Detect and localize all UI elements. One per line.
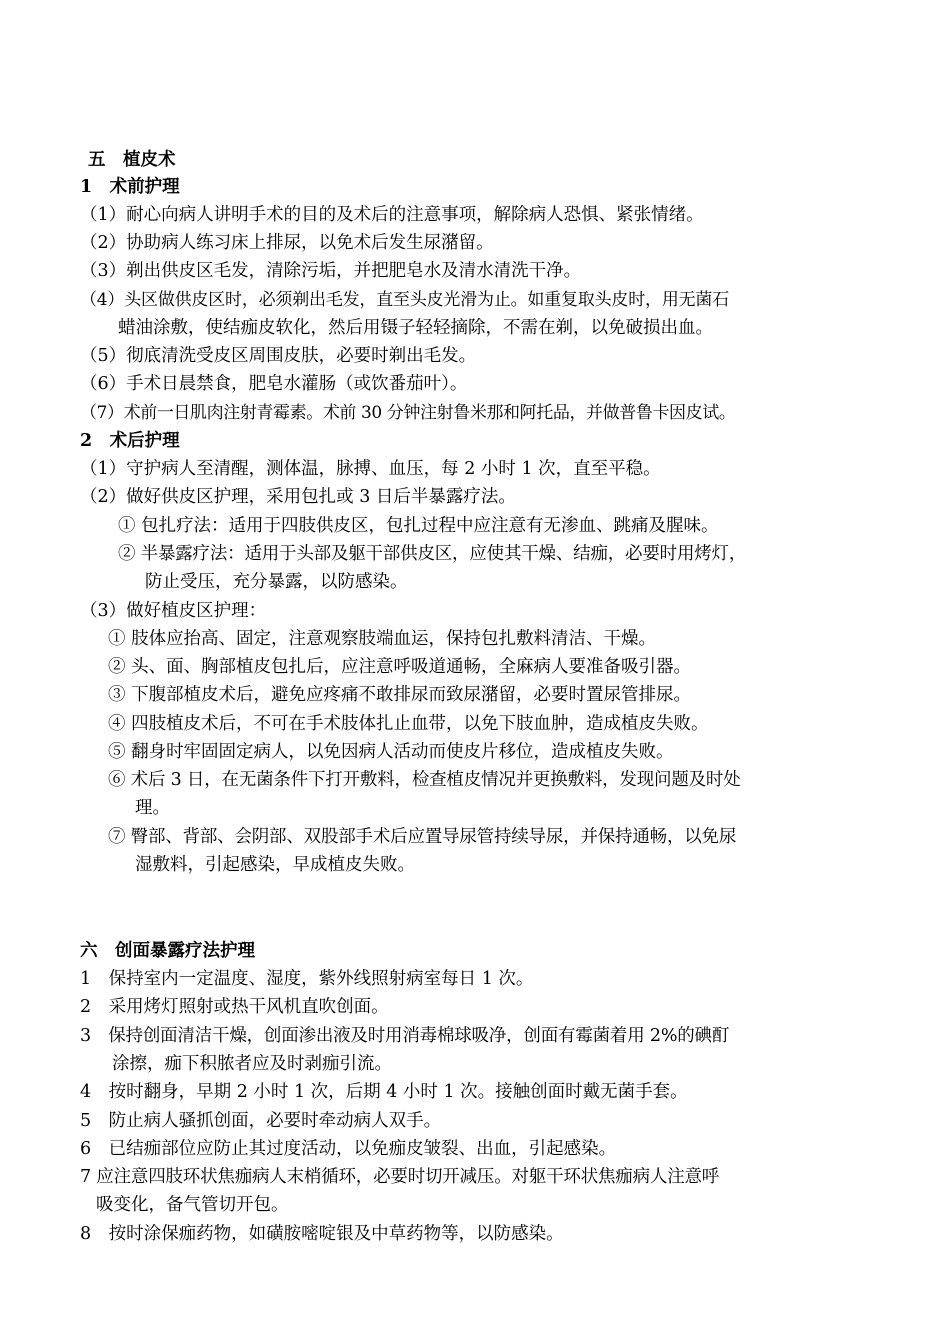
exposure-item: 4 按时翻身，早期 2 小时 1 次，后期 4 小时 1 次。接触创面时戴无菌手套。 <box>80 1082 688 1102</box>
exposure-item: 8 按时涂保痂药物，如磺胺嘧啶银及中草药物等，以防感染。 <box>80 1224 564 1244</box>
post-op-subitem: ④ 四肢植皮术后，不可在手术肢体扎止血带，以免下肢血肿，造成植皮失败。 <box>108 714 709 734</box>
post-op-item: （1）守护病人至清醒，测体温，脉搏、血压，每 2 小时 1 次，直至平稳。 <box>80 459 661 479</box>
pre-op-item: （4）头区做供皮区时，必须剃出毛发，直至头皮光滑为止。如重复取头皮时，用无菌石 <box>80 290 730 310</box>
exposure-item: 7 应注意四肢环状焦痂病人末梢循环，必要时切开减压。对躯干环状焦痂病人注意呼 <box>80 1167 720 1187</box>
exposure-item: 6 已结痂部位应防止其过度活动，以免痂皮皱裂、出血，引起感染。 <box>80 1139 617 1159</box>
exposure-item: 5 防止病人骚抓创面，必要时牵动病人双手。 <box>80 1111 442 1131</box>
post-op-subitem: ⑤ 翻身时牢固固定病人，以免因病人活动而使皮片移位，造成植皮失败。 <box>108 742 674 762</box>
pre-op-item: （1）耐心向病人讲明手术的目的及术后的注意事项，解除病人恐惧、紧张情绪。 <box>80 205 704 225</box>
pre-op-item: （7）术前一日肌肉注射青霉素。术前 30 分钟注射鲁米那和阿托品，并做普鲁卡因皮试。 <box>80 403 736 423</box>
exposure-item-cont: 吸变化，备气管切开包。 <box>96 1195 289 1215</box>
post-op-subitem: ⑥ 术后 3 日，在无菌条件下打开敷料，检查植皮情况并更换敷料，发现问题及时处 <box>108 770 741 790</box>
post-op-item: （3）做好植皮区护理： <box>80 601 267 621</box>
exposure-item-cont: 涂擦，痂下积脓者应及时剥痂引流。 <box>112 1054 392 1074</box>
exposure-item: 1 保持室内一定温度、湿度，紫外线照射病室每日 1 次。 <box>80 969 534 989</box>
post-op-item: （2）做好供皮区护理，采用包扎或 3 日后半暴露疗法。 <box>80 487 516 507</box>
post-op-heading: 2 术后护理 <box>80 431 180 451</box>
post-op-subitem: ① 包扎疗法：适用于四肢供皮区，包扎过程中应注意有无渗血、跳痛及腥味。 <box>118 516 719 536</box>
pre-op-item-cont: 蜡油涂敷，使结痂皮软化，然后用镊子轻轻摘除，不需在剃，以免破损出血。 <box>118 318 713 338</box>
post-op-subitem: ③ 下腹部植皮术后，避免应疼痛不敢排尿而致尿潴留，必要时置尿管排尿。 <box>108 685 692 705</box>
exposure-item: 2 采用烤灯照射或热干风机直吹创面。 <box>80 997 389 1017</box>
pre-op-item: （6）手术日晨禁食，肥皂水灌肠（或饮番茄叶）。 <box>80 374 468 394</box>
pre-op-item: （2）协助病人练习床上排尿，以免术后发生尿潴留。 <box>80 233 494 253</box>
pre-op-item: （5）彻底清洗受皮区周围皮肤，必要时剃出毛发。 <box>80 346 477 366</box>
post-op-subitem: ② 头、面、胸部植皮包扎后，应注意呼吸道通畅，全麻病人要准备吸引器。 <box>108 657 692 677</box>
pre-op-item: （3）剃出供皮区毛发，清除污垢，并把肥皂水及清水清洗干净。 <box>80 261 582 281</box>
post-op-subitem-cont: 防止受压，充分暴露，以防感染。 <box>145 572 408 592</box>
exposure-item: 3 保持创面清洁干燥，创面渗出液及时用消毒棉球吸净，创面有霉菌着用 2%的碘酊 <box>80 1026 730 1046</box>
post-op-subitem: ⑦ 臀部、背部、会阴部、双股部手术后应置导尿管持续导尿，并保持通畅，以免尿 <box>108 827 737 847</box>
post-op-subitem: ② 半暴露疗法：适用于头部及躯干部供皮区，应使其干燥、结痂，必要时用烤灯， <box>118 544 747 564</box>
post-op-subitem: ① 肢体应抬高、固定，注意观察肢端血运，保持包扎敷料清洁、干燥。 <box>108 629 657 649</box>
section-6-title: 六 创面暴露疗法护理 <box>80 941 255 961</box>
post-op-subitem-cont: 理。 <box>135 798 170 818</box>
section-5-title: 五 植皮术 <box>88 150 176 170</box>
pre-op-heading: 1 术前护理 <box>80 177 180 197</box>
post-op-subitem-cont: 湿敷料，引起感染，早成植皮失败。 <box>135 855 415 875</box>
